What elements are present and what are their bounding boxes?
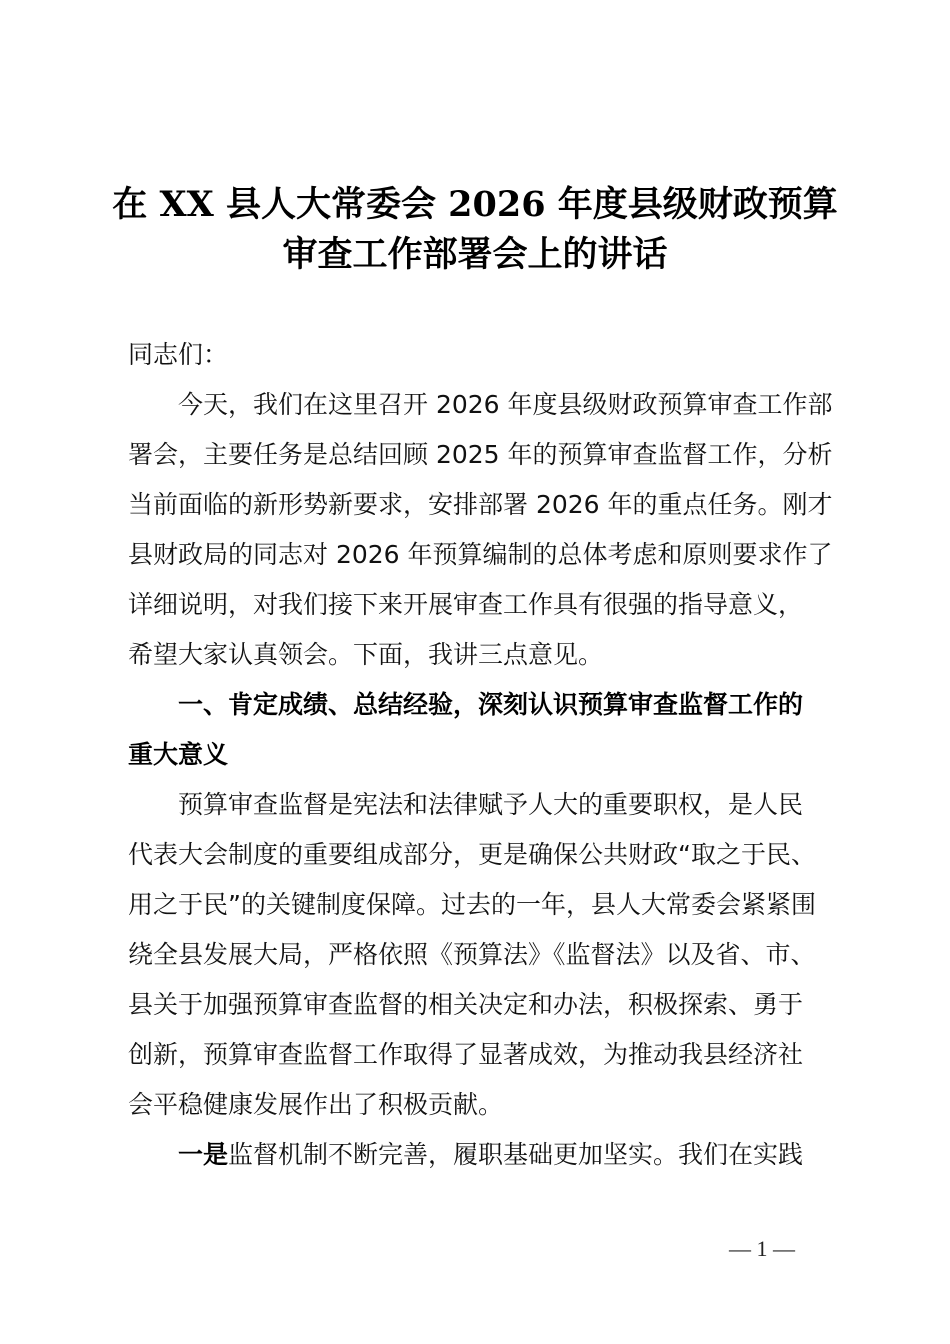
- paragraph-line: 县财政局的同志对 2026 年预算编制的总体考虑和原则要求作了: [128, 540, 833, 569]
- paragraph-line: 用之于民”的关键制度保障。过去的一年，县人大常委会紧紧围: [128, 890, 816, 919]
- title-line-1: 在 XX 县人大常委会 2026 年度县级财政预算: [112, 184, 838, 225]
- paragraph-line: [128, 1130, 832, 1180]
- paragraph-line: 会平稳健康发展作出了积极贡献。: [128, 1090, 504, 1119]
- paragraph-line: 绕全县发展大局，严格依照《预算法》《监督法》以及省、市、: [128, 940, 816, 969]
- bold-prefix: 一是: [178, 1140, 229, 1169]
- paragraph-text: 监督机制不断完善，履职基础更加坚实。我们在实践: [228, 1140, 804, 1169]
- document-title: [100, 180, 850, 280]
- paragraph-line: 详细说明，对我们接下来开展审查工作具有很强的指导意义，: [128, 590, 804, 619]
- paragraph-line: 预算审查监督是宪法和法律赋予人大的重要职权，是人民: [178, 790, 804, 819]
- paragraph-line: 希望大家认真领会。下面，我讲三点意见。: [128, 640, 604, 669]
- paragraph-line: 创新，预算审查监督工作取得了显著成效，为推动我县经济社: [128, 1040, 804, 1069]
- paragraph-line: 县关于加强预算审查监督的相关决定和办法，积极探索、勇于: [128, 990, 804, 1019]
- section-heading-line: 重大意义: [128, 740, 229, 769]
- paragraph-line: 当前面临的新形势新要求，安排部署 2026 年的重点任务。刚才: [128, 490, 833, 519]
- salutation: 同志们：: [128, 340, 229, 369]
- paragraph-line: 署会，主要任务是总结回顾 2025 年的预算审查监督工作，分析: [128, 440, 833, 469]
- paragraph-line: 今天，我们在这里召开 2026 年度县级财政预算审查工作部: [178, 390, 833, 419]
- title-line-2: 审查工作部署会上的讲话: [282, 234, 668, 275]
- paragraph-line: 代表大会制度的重要组成部分，更是确保公共财政“取之于民、: [128, 840, 816, 869]
- section-heading-line: 一、肯定成绩、总结经验，深刻认识预算审查监督工作的: [178, 690, 804, 719]
- document-body: [128, 330, 832, 1180]
- page-number: — 1 —: [729, 1236, 795, 1261]
